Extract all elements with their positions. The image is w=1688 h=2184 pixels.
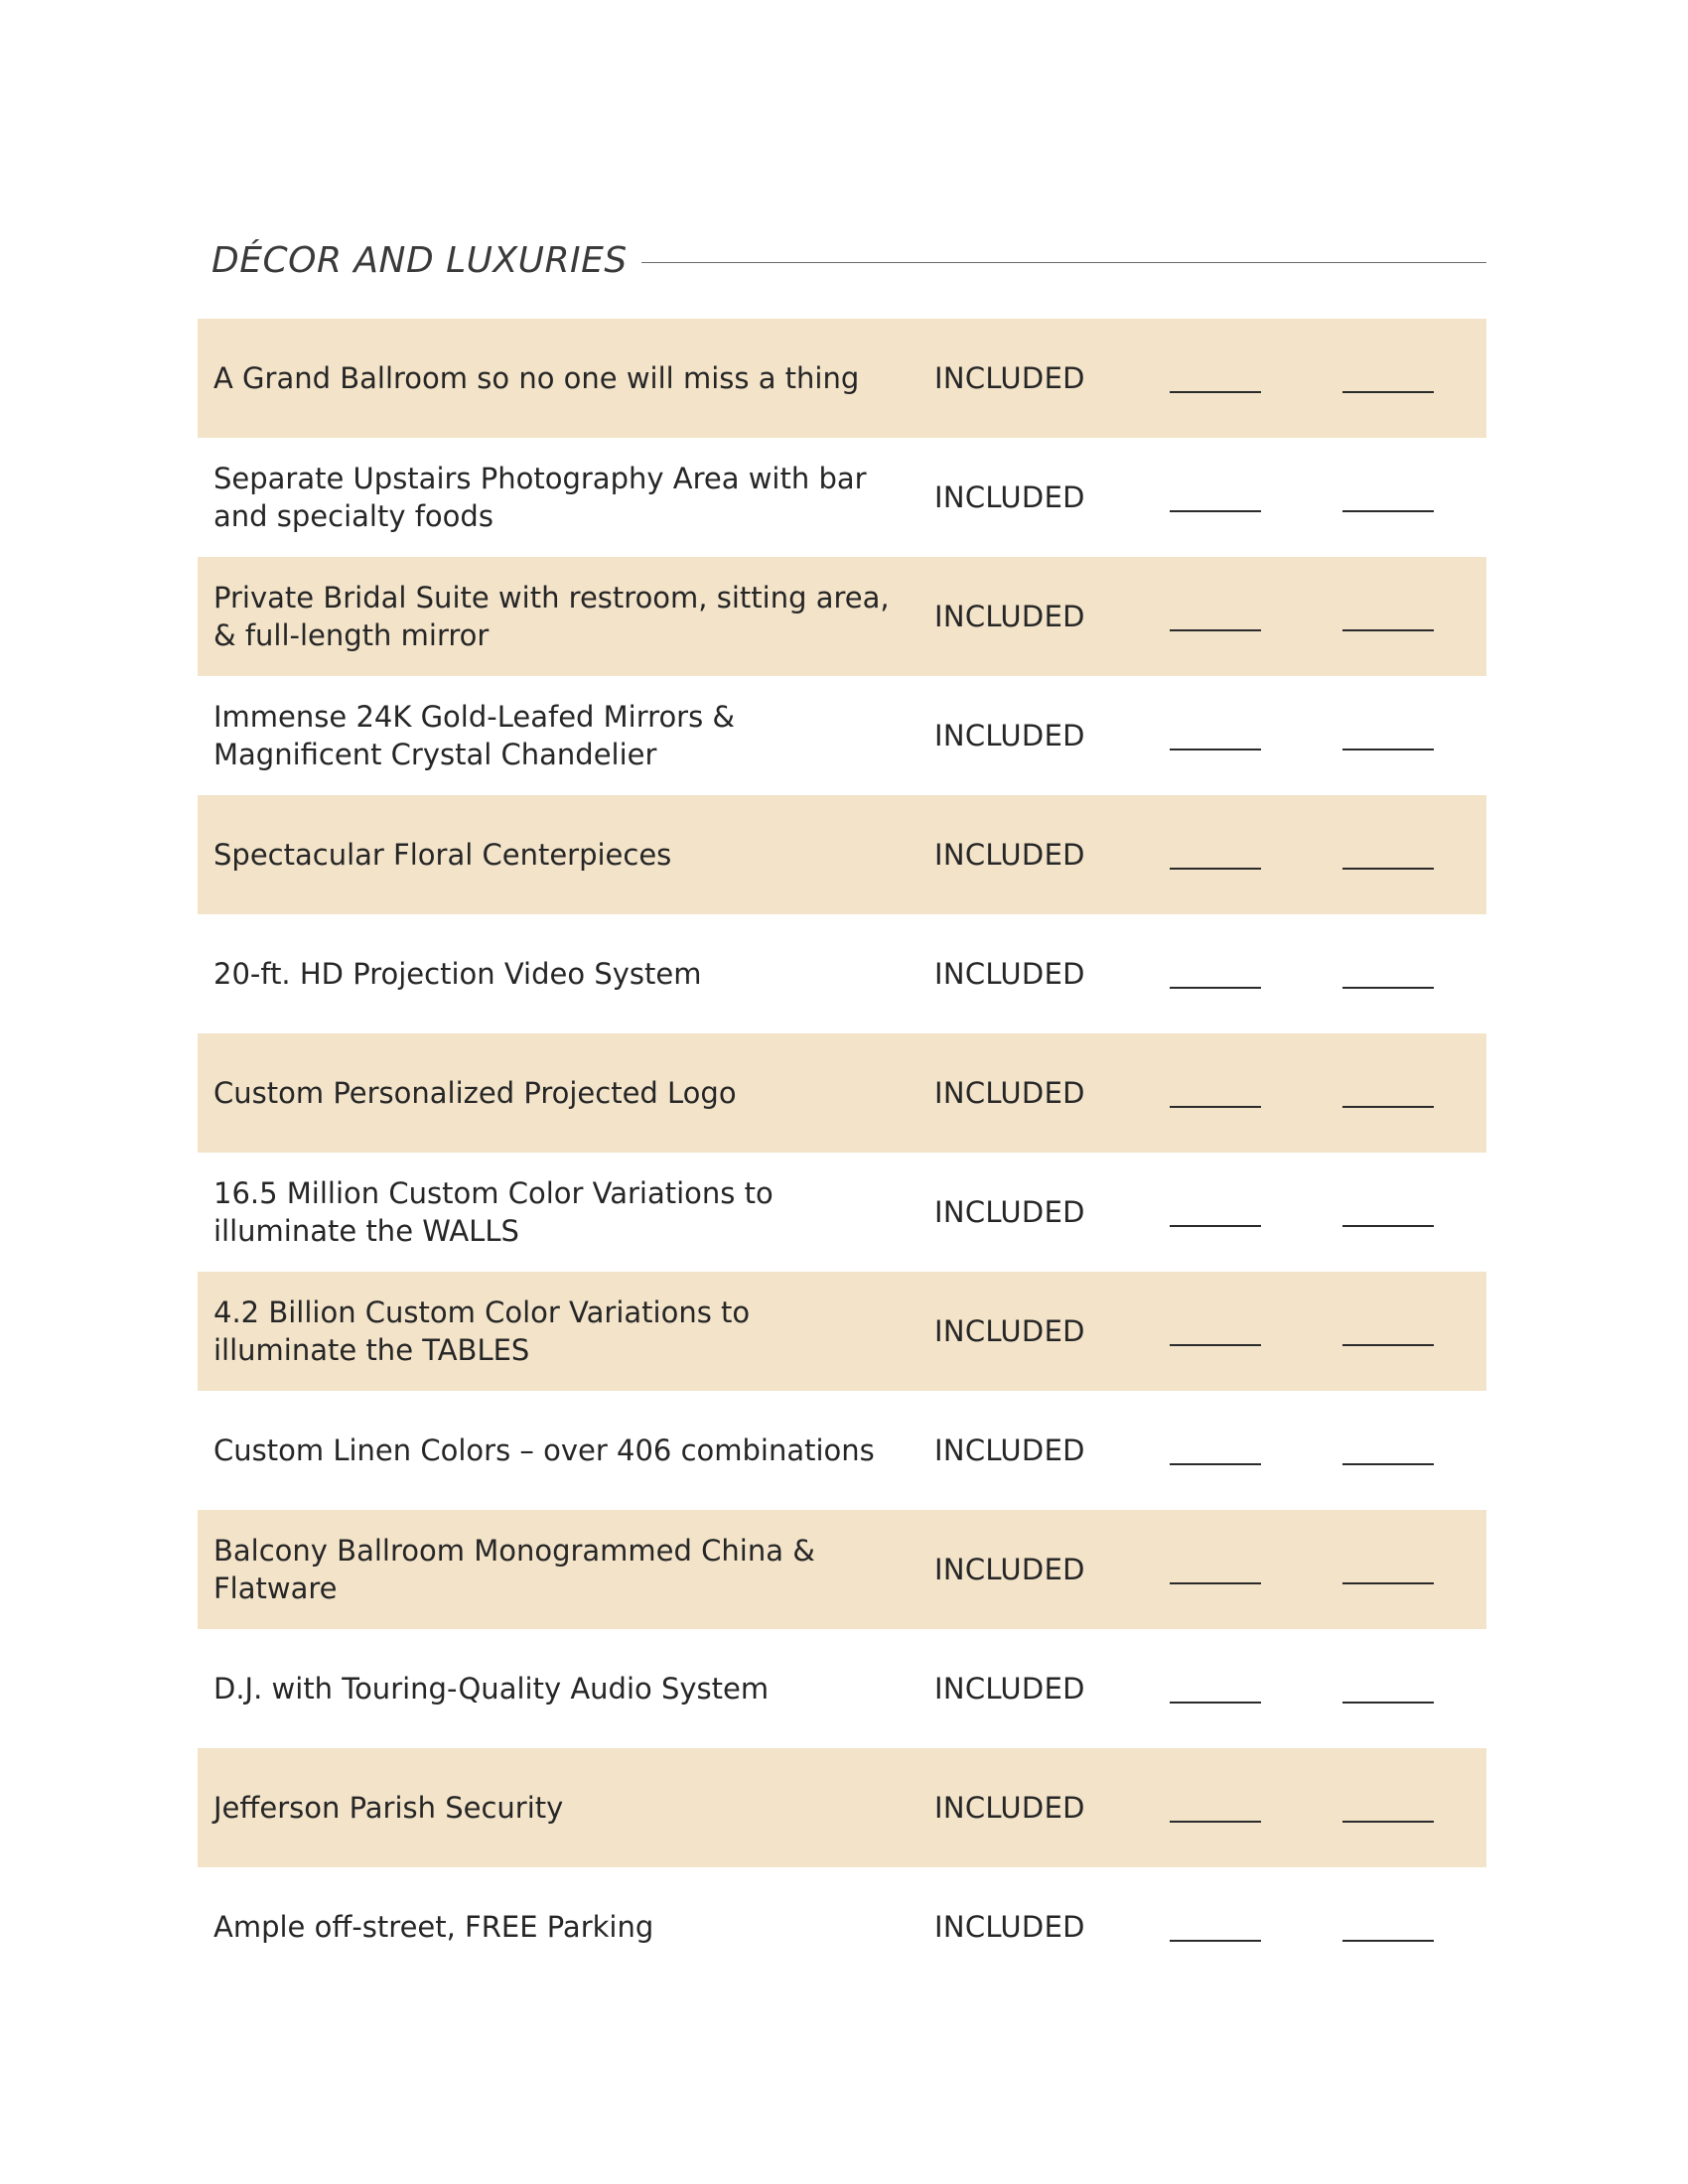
table-row xyxy=(198,557,1486,676)
feature-status: INCLUDED xyxy=(934,1910,1085,1944)
feature-description: Private Bridal Suite with restroom, sitting area, & full-length mirror xyxy=(213,581,890,652)
blank-line xyxy=(1170,1225,1261,1227)
blank-line xyxy=(1170,391,1261,393)
table-row xyxy=(198,319,1486,438)
blank-line xyxy=(1170,1344,1261,1346)
feature-status: INCLUDED xyxy=(934,1314,1085,1348)
feature-description: Custom Personalized Projected Logo xyxy=(213,1076,737,1110)
feature-status: INCLUDED xyxy=(934,361,1085,395)
table-row xyxy=(198,1510,1486,1629)
blank-line xyxy=(1170,1463,1261,1465)
blank-line xyxy=(1342,1344,1434,1346)
blank-line xyxy=(1342,1106,1434,1108)
feature-status: INCLUDED xyxy=(934,719,1085,752)
table-row xyxy=(198,1153,1486,1272)
feature-status: INCLUDED xyxy=(934,480,1085,514)
blank-line xyxy=(1170,629,1261,631)
feature-description: Custom Linen Colors – over 406 combinations xyxy=(213,1433,875,1467)
blank-line xyxy=(1170,1821,1261,1823)
blank-line xyxy=(1170,749,1261,751)
feature-description: 16.5 Million Custom Color Variations to illuminate the WALLS xyxy=(213,1176,774,1248)
blank-line xyxy=(1342,868,1434,870)
feature-status: INCLUDED xyxy=(934,1553,1085,1586)
feature-status: INCLUDED xyxy=(934,957,1085,991)
blank-line xyxy=(1170,1702,1261,1704)
blank-line xyxy=(1342,1940,1434,1942)
blank-line xyxy=(1342,987,1434,989)
blank-line xyxy=(1342,1821,1434,1823)
feature-status: INCLUDED xyxy=(934,1791,1085,1825)
feature-status: INCLUDED xyxy=(934,1076,1085,1110)
feature-description: Balcony Ballroom Monogrammed China & Flatware xyxy=(213,1534,815,1605)
table-row xyxy=(198,1391,1486,1510)
blank-line xyxy=(1170,1940,1261,1942)
table-row xyxy=(198,1272,1486,1391)
blank-line xyxy=(1342,391,1434,393)
feature-description: Separate Upstairs Photography Area with bar and specialty foods xyxy=(213,462,867,533)
feature-description: Immense 24K Gold-Leafed Mirrors & Magnificent Crystal Chandelier xyxy=(213,700,736,771)
blank-line xyxy=(1342,1463,1434,1465)
blank-line xyxy=(1170,1106,1261,1108)
section-header xyxy=(211,230,1486,290)
feature-description: Ample off-street, FREE Parking xyxy=(213,1910,654,1944)
feature-status: INCLUDED xyxy=(934,838,1085,872)
blank-line xyxy=(1342,1582,1434,1584)
table-row xyxy=(198,1033,1486,1153)
features-table xyxy=(198,319,1486,1986)
blank-line xyxy=(1342,1225,1434,1227)
blank-line xyxy=(1170,987,1261,989)
blank-line xyxy=(1342,749,1434,751)
blank-line xyxy=(1342,629,1434,631)
section-title: DÉCOR AND LUXURIES xyxy=(211,239,628,281)
table-row xyxy=(198,1867,1486,1986)
feature-status: INCLUDED xyxy=(934,1433,1085,1467)
section-divider xyxy=(641,262,1486,263)
feature-description: Spectacular Floral Centerpieces xyxy=(213,838,672,872)
table-row xyxy=(198,914,1486,1033)
table-row xyxy=(198,438,1486,557)
feature-description: 4.2 Billion Custom Color Variations to illuminate the TABLES xyxy=(213,1296,751,1367)
feature-description: Jefferson Parish Security xyxy=(213,1791,564,1825)
feature-description: A Grand Ballroom so no one will miss a thing xyxy=(213,361,860,395)
feature-description: 20-ft. HD Projection Video System xyxy=(213,957,702,991)
table-row xyxy=(198,795,1486,914)
feature-status: INCLUDED xyxy=(934,600,1085,633)
table-row xyxy=(198,676,1486,795)
feature-status: INCLUDED xyxy=(934,1672,1085,1706)
blank-line xyxy=(1170,510,1261,512)
table-row xyxy=(198,1748,1486,1867)
blank-line xyxy=(1342,510,1434,512)
table-row xyxy=(198,1629,1486,1748)
feature-status: INCLUDED xyxy=(934,1195,1085,1229)
blank-line xyxy=(1170,1582,1261,1584)
blank-line xyxy=(1170,868,1261,870)
blank-line xyxy=(1342,1702,1434,1704)
feature-description: D.J. with Touring-Quality Audio System xyxy=(213,1672,770,1706)
